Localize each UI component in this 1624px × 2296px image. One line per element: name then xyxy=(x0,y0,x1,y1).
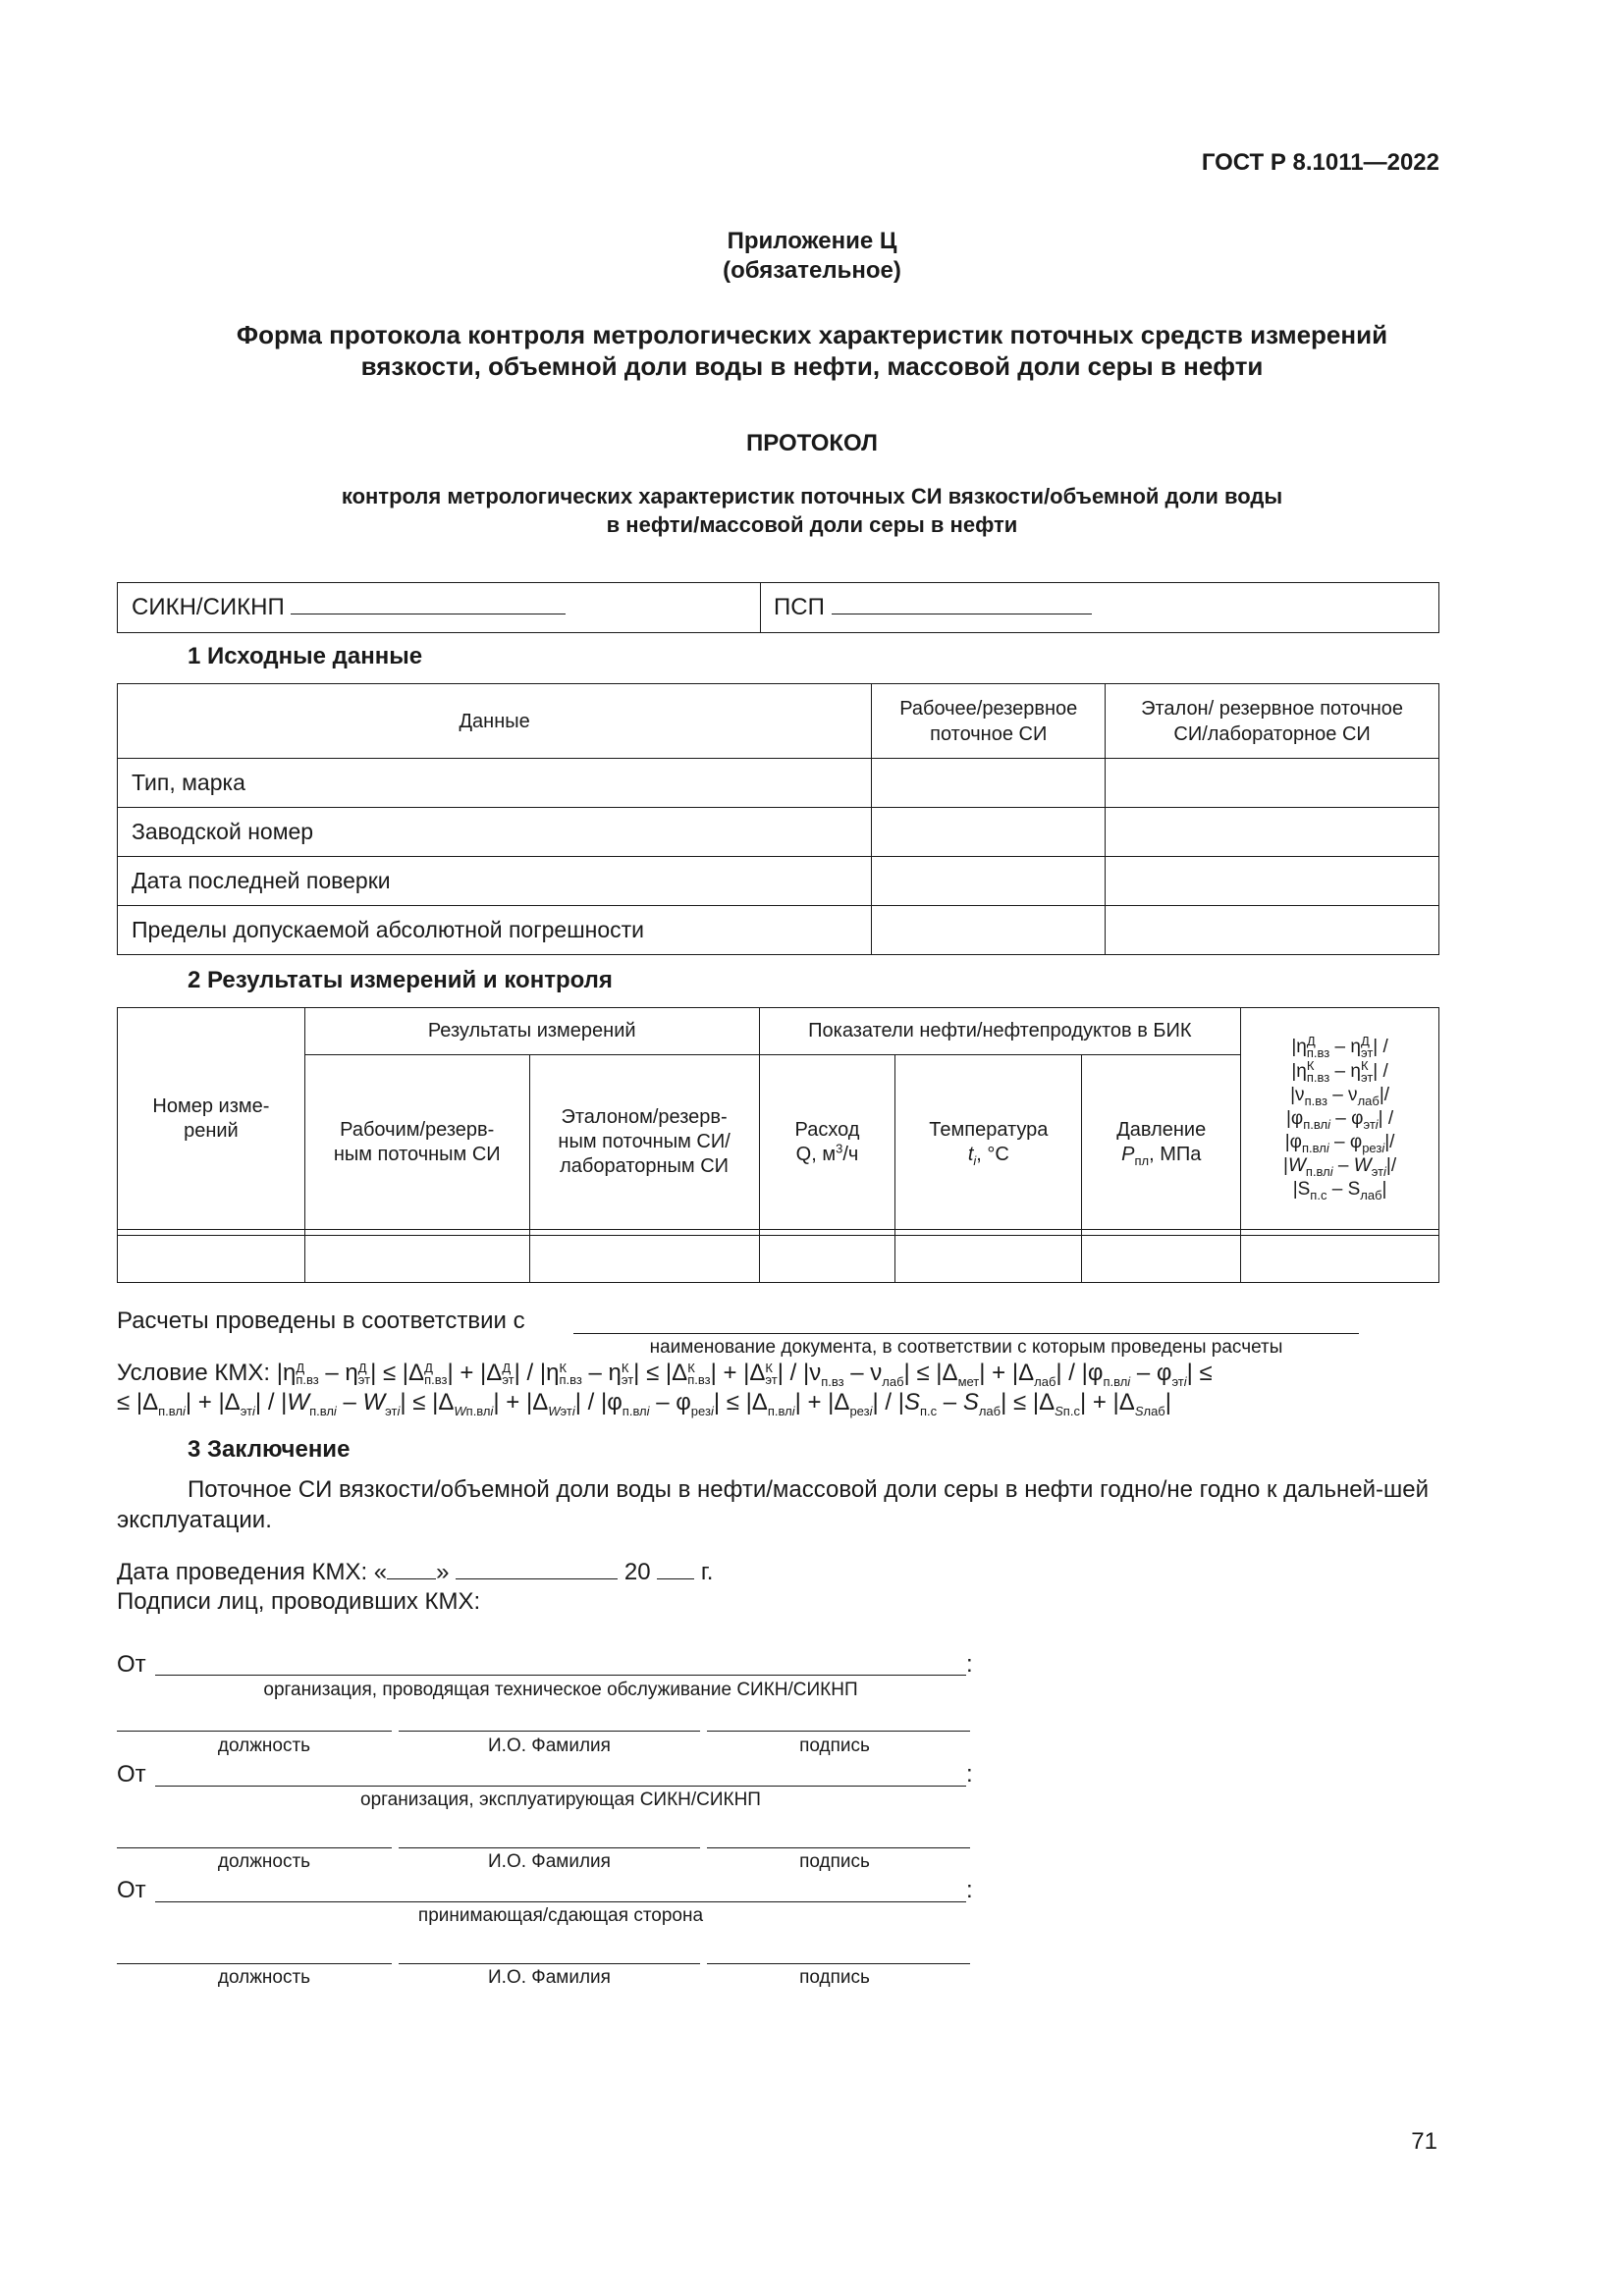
signer3-org-caption: принимающая/сдающая сторона xyxy=(417,1905,704,1926)
col-header-pressure xyxy=(1082,1055,1241,1230)
colon: : xyxy=(966,1877,973,1903)
cell-input[interactable] xyxy=(872,857,1106,906)
signer1-position-line[interactable] xyxy=(117,1731,392,1732)
signer2-org-caption: организация, эксплуатирующая СИКН/СИКНП xyxy=(360,1789,761,1810)
psp-input-line[interactable] xyxy=(832,594,1092,614)
date-year: 20 xyxy=(623,1559,651,1585)
signer1-name-line[interactable] xyxy=(399,1731,700,1732)
signer2-name-caption: И.О. Фамилия xyxy=(488,1851,611,1872)
col-header-temperature xyxy=(895,1055,1082,1230)
cell-input[interactable] xyxy=(872,759,1106,808)
signer3-org-line[interactable] xyxy=(155,1901,966,1902)
condition-label: Условие КМХ: xyxy=(117,1360,271,1386)
date-year-suffix: г. xyxy=(700,1559,714,1585)
cell-input[interactable] xyxy=(1241,1236,1439,1283)
signer1-name-caption: И.О. Фамилия xyxy=(488,1735,611,1756)
form-title-line2: вязкости, объемной доли воды в нефти, массовой доли серы в нефти xyxy=(360,351,1264,381)
section2-title: 2 Результаты измерений и контроля xyxy=(188,967,613,993)
table-row xyxy=(118,857,1439,906)
calc-row xyxy=(117,1308,525,1335)
table-row xyxy=(118,759,1439,808)
cell-input[interactable] xyxy=(118,1236,305,1283)
cell-input[interactable] xyxy=(1106,759,1439,808)
top-box xyxy=(117,582,1439,633)
signer3-name-line[interactable] xyxy=(399,1963,700,1964)
signer2-signature-line[interactable] xyxy=(707,1847,970,1848)
row-label: Заводской номер xyxy=(118,808,872,857)
date-day-line[interactable] xyxy=(387,1561,436,1579)
signer1-org-line[interactable] xyxy=(155,1675,966,1676)
sikn-field xyxy=(132,594,566,621)
colon: : xyxy=(966,1651,973,1678)
kmh-date-row xyxy=(117,1559,713,1586)
calc-label: Расчеты проведены в соответствии с xyxy=(117,1308,525,1334)
cell-input[interactable] xyxy=(1106,906,1439,955)
signer1-org-caption: организация, проводящая техническое обслуживание СИКН/СИКНП xyxy=(263,1680,858,1700)
sikn-label: СИКН/СИКНП xyxy=(132,594,285,620)
colon: : xyxy=(966,1761,973,1788)
signer1-signature-line[interactable] xyxy=(707,1731,970,1732)
col-header-reference: Эталоном/резерв-ным поточным СИ/лабораторным СИ xyxy=(529,1055,759,1230)
col-header-working: Рабочее/резервное поточное СИ xyxy=(872,684,1106,759)
pressure-label: Давление xyxy=(1116,1118,1207,1141)
appendix-title: Приложение Ц xyxy=(727,228,897,254)
col-header-reference: Эталон/ резервное поточное СИ/лабораторное СИ xyxy=(1106,684,1439,759)
date-month-line[interactable] xyxy=(456,1561,618,1579)
kmh-condition: Условие КМХ: |η Д п.вз – η Д эт | ≤ |Δ Д п.вз | + |Δ Д эт | / |η К п.вз – η К эт | ≤ |Δ К п.вз | + |Δ К эт | / $|\nu_{п.вз} - \nu_{лаб}| \le |\Delta_{мет}| + |\Delta_{лаб}| / |\varphi_{п.влi} - \varphi_{этi}|$ ≤ ≤ $|\Delta_{п.влi}| + |\Delta_{этi}| / |W_{п.влi} - W_{этi}| \le |\Delta_{Wп.влi}| + |\Delta_{Wэтi}| / |\varphi_{п.влi} - \varphi_{резi}| \le |\Delta_{п.влi}| + |\Delta_{резi}| / |S_{п.с} - S_{лаб}| \le |\Delta_{Sп.с}| + |\Delta_{Sлаб}|$ xyxy=(117,1360,1213,1418)
temperature-label: Температура xyxy=(929,1118,1049,1141)
col-header-number: Номер изме-рений xyxy=(118,1008,305,1230)
cell-input[interactable] xyxy=(872,808,1106,857)
signer3-name-caption: И.О. Фамилия xyxy=(488,1967,611,1988)
signer3-from: От xyxy=(117,1877,146,1903)
row-label: Тип, марка xyxy=(118,759,872,808)
group-header-indicators: Показатели нефти/нефтепродуктов в БИК xyxy=(759,1008,1241,1055)
cell-input[interactable] xyxy=(872,906,1106,955)
psp-field xyxy=(774,594,1092,621)
temperature-unit: $t_i$, °C xyxy=(967,1143,1009,1168)
protocol-subtitle-line2: в нефти/массовой доли серы в нефти xyxy=(606,512,1018,537)
top-box-divider xyxy=(760,583,761,632)
row-label: Дата последней поверки xyxy=(118,857,872,906)
measurement-results-table xyxy=(117,1007,1439,1283)
cell-input[interactable] xyxy=(1106,857,1439,906)
cell-input[interactable] xyxy=(1082,1236,1241,1283)
signer1-position-caption: должность xyxy=(217,1735,311,1756)
page-number: 71 xyxy=(1411,2128,1437,2155)
row-label: Пределы допускаемой абсолютной погрешности xyxy=(118,906,872,955)
col-header-flow xyxy=(759,1055,895,1230)
doc-code: ГОСТ Р 8.1011—2022 xyxy=(1201,149,1439,176)
signer1-from: От xyxy=(117,1651,146,1678)
cell-input[interactable] xyxy=(895,1236,1082,1283)
col-header-difference: |η Д п.вз – η Д эт | / |η К п.вз – η К эт | / $|\nu_{п.вз} - \nu_{лаб}|/$ $|\varphi_{п.влi} - \varphi_{этi}|$ / $|\varphi_{п.влi} - \varphi_{резi}|/$ $|W_{п.влi} - W_{этi}|/$ $|S_{п.с} - S_{лаб}|$ xyxy=(1241,1008,1439,1230)
date-year-line[interactable] xyxy=(657,1561,694,1579)
signer2-signature-caption: подпись xyxy=(799,1851,870,1872)
col-header-working: Рабочим/резерв-ным поточным СИ xyxy=(304,1055,529,1230)
cell-input[interactable] xyxy=(1106,808,1439,857)
signer3-signature-line[interactable] xyxy=(707,1963,970,1964)
section1-title: 1 Исходные данные xyxy=(188,643,423,669)
cell-input[interactable] xyxy=(529,1236,759,1283)
signer1-signature-caption: подпись xyxy=(799,1735,870,1756)
table-row xyxy=(118,808,1439,857)
cell-input[interactable] xyxy=(759,1236,895,1283)
protocol-title: ПРОТОКОЛ xyxy=(746,430,878,456)
signer2-position-caption: должность xyxy=(217,1851,311,1872)
initial-data-table xyxy=(117,683,1439,955)
conclusion-text: Поточное СИ вязкости/объемной доли воды в нефти/массовой доли серы в нефти годно/не годно к дальней-шей эксплуатации. xyxy=(117,1476,1430,1533)
group-header-results: Результаты измерений xyxy=(304,1008,759,1055)
section3-title: 3 Заключение xyxy=(188,1436,351,1463)
psp-label: ПСП xyxy=(774,594,825,620)
signer2-from: От xyxy=(117,1761,146,1788)
signatures-label: Подписи лиц, проводивших КМХ: xyxy=(117,1588,481,1615)
flow-label: Расход xyxy=(794,1118,860,1141)
calc-document-line[interactable] xyxy=(573,1333,1359,1334)
signer3-position-caption: должность xyxy=(217,1967,311,1988)
table-row xyxy=(118,906,1439,955)
date-quote-close: » xyxy=(436,1559,450,1585)
protocol-subtitle-line1: контроля метрологических характеристик поточных СИ вязкости/объемной доли воды xyxy=(341,484,1283,508)
signer2-name-line[interactable] xyxy=(399,1847,700,1848)
table-header-row xyxy=(118,684,1439,759)
cell-input[interactable] xyxy=(304,1236,529,1283)
col-header-data: Данные xyxy=(118,684,872,759)
date-label: Дата проведения КМХ: « xyxy=(117,1559,388,1585)
signer2-org-line[interactable] xyxy=(155,1786,966,1787)
calc-caption: наименование документа, в соответствии с которым проведены расчеты xyxy=(649,1337,1283,1358)
signer3-signature-caption: подпись xyxy=(799,1967,870,1988)
table-row xyxy=(118,1236,1439,1283)
appendix-status: (обязательное) xyxy=(723,257,901,284)
signer2-position-line[interactable] xyxy=(117,1847,392,1848)
pressure-unit: $P_{пл}$, МПа xyxy=(1121,1143,1202,1168)
sikn-input-line[interactable] xyxy=(291,594,566,614)
form-title-line1: Форма протокола контроля метрологических характеристик поточных средств измерений xyxy=(236,320,1388,349)
signer3-position-line[interactable] xyxy=(117,1963,392,1964)
flow-unit: Q, $м^3/ч$ xyxy=(795,1140,859,1165)
